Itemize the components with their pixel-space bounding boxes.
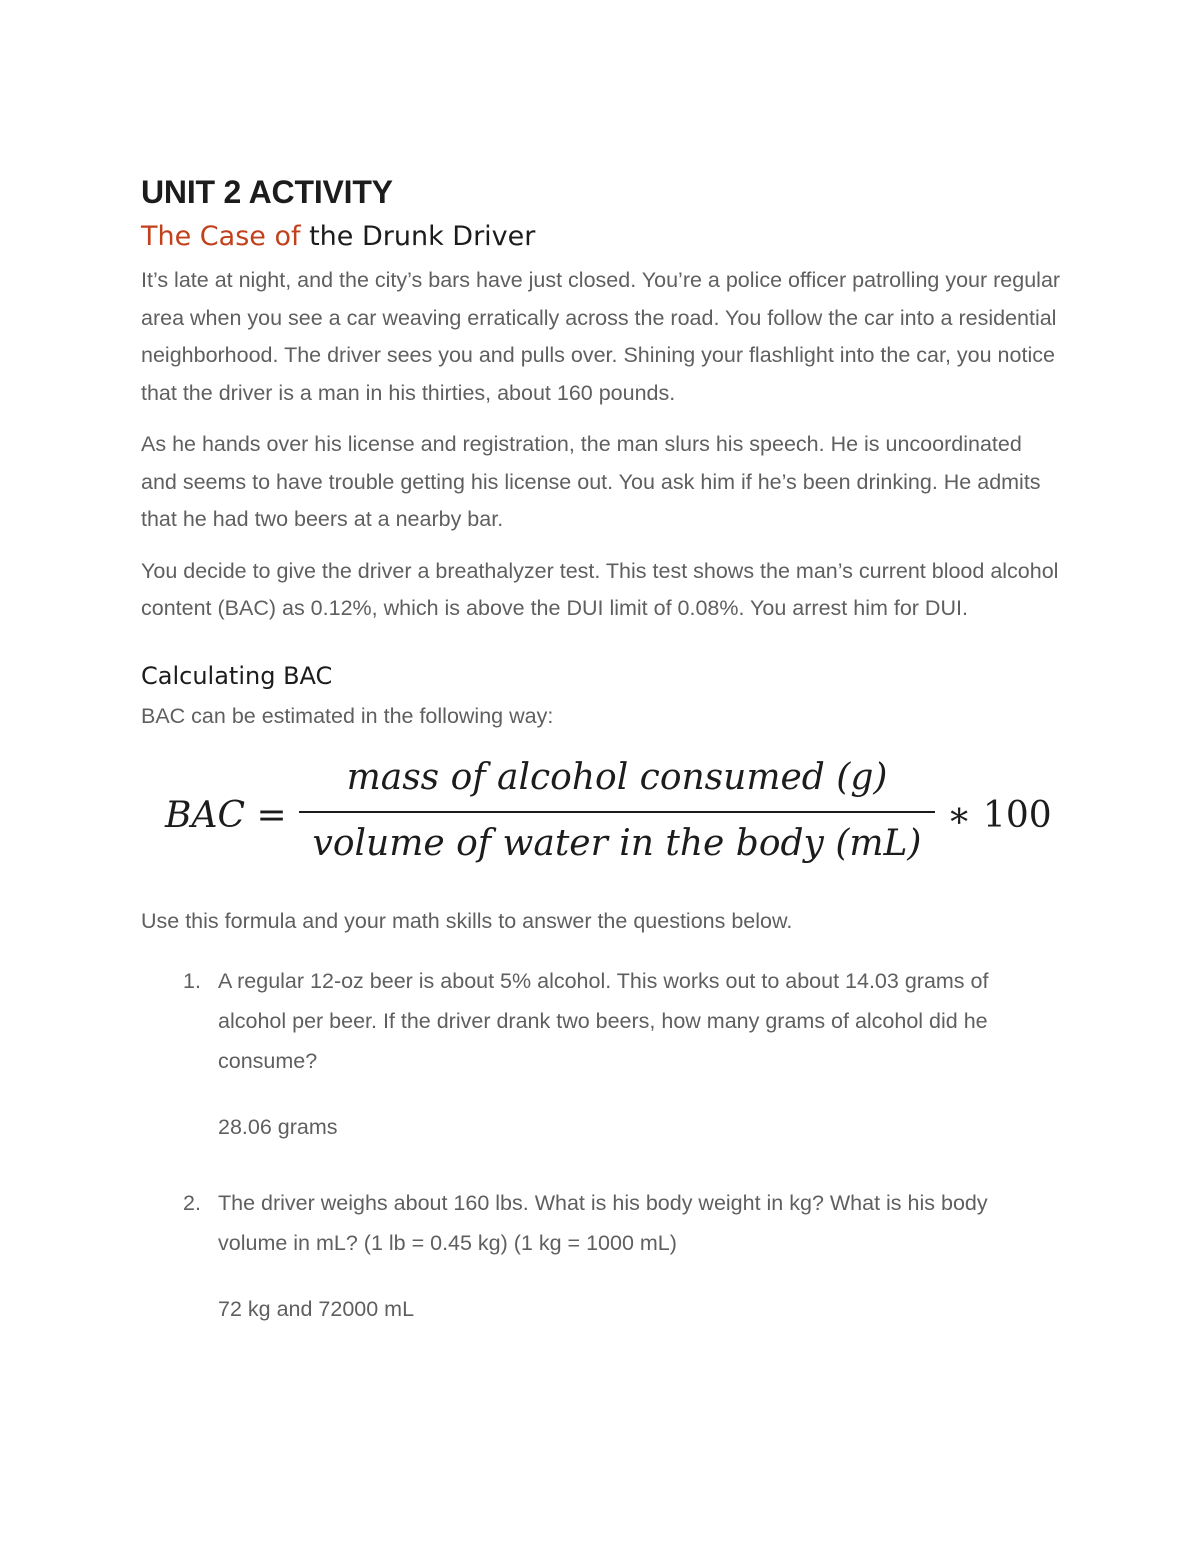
formula-denominator: volume of water in the body (mL) [312,823,922,864]
unit-title: UNIT 2 ACTIVITY [141,174,393,210]
question-item [141,961,1061,1147]
case-title-rest: the Drunk Driver [300,221,536,252]
question-text: A regular 12-oz beer is about 5% alcohol. This works out to about 14.03 grams of alcohol per beer. If the driver drank two beers, how many grams of alcohol did he consume? [218,968,989,1073]
document-page [141,170,1061,1365]
case-title [141,216,1061,258]
bac-formula [141,753,1061,903]
formula-numerator: mass of alcohol consumed (g) [346,757,888,798]
question-text: The driver weighs about 160 lbs. What is his body weight in kg? What is his body volume in mL? (1 lb = 0.45 kg) (1 kg = 1000 mL) [218,1190,988,1255]
formula-lhs: BAC = [165,795,287,836]
story-paragraph-3: You decide to give the driver a breathalyzer test. This test shows the man’s current blood alcohol content (BAC) as 0.12%, which is above the DUI limit of 0.08%. You arrest him for DUI. [141,558,1059,620]
question-item [141,1183,1061,1329]
question-list [141,961,1061,1329]
story-paragraph-2: As he hands over his license and registration, the man slurs his speech. He is uncoordinated and seems to have trouble getting his license out. You ask him if he’s been drinking. He admits that he had two beers at a nearby bar. [141,432,1041,531]
case-title-accent: The Case of [141,221,301,252]
formula-fraction [299,753,935,869]
formula-intro: BAC can be estimated in the following way: [141,703,554,728]
formula-instruction: Use this formula and your math skills to answer the questions below. [141,909,793,933]
formula-rhs: ∗ 100 [947,795,1052,836]
story-paragraph-1: It’s late at night, and the city’s bars have just closed. You’re a police officer patrolling your regular area when you see a car weaving erratically across the road. You follow the car into a residential neighborhood. The driver sees you and pulls over. Shining your flashlight into the car, you notice that the driver is a man in his thirties, about 160 pounds. [141,268,1061,405]
question-number: 2. [183,1190,201,1215]
fraction-bar [299,811,935,813]
question-answer: 72 kg and 72000 mL [218,1296,415,1321]
question-answer: 28.06 grams [218,1114,338,1139]
section-title-calculating-bac: Calculating BAC [141,661,333,690]
question-number: 1. [183,968,201,993]
